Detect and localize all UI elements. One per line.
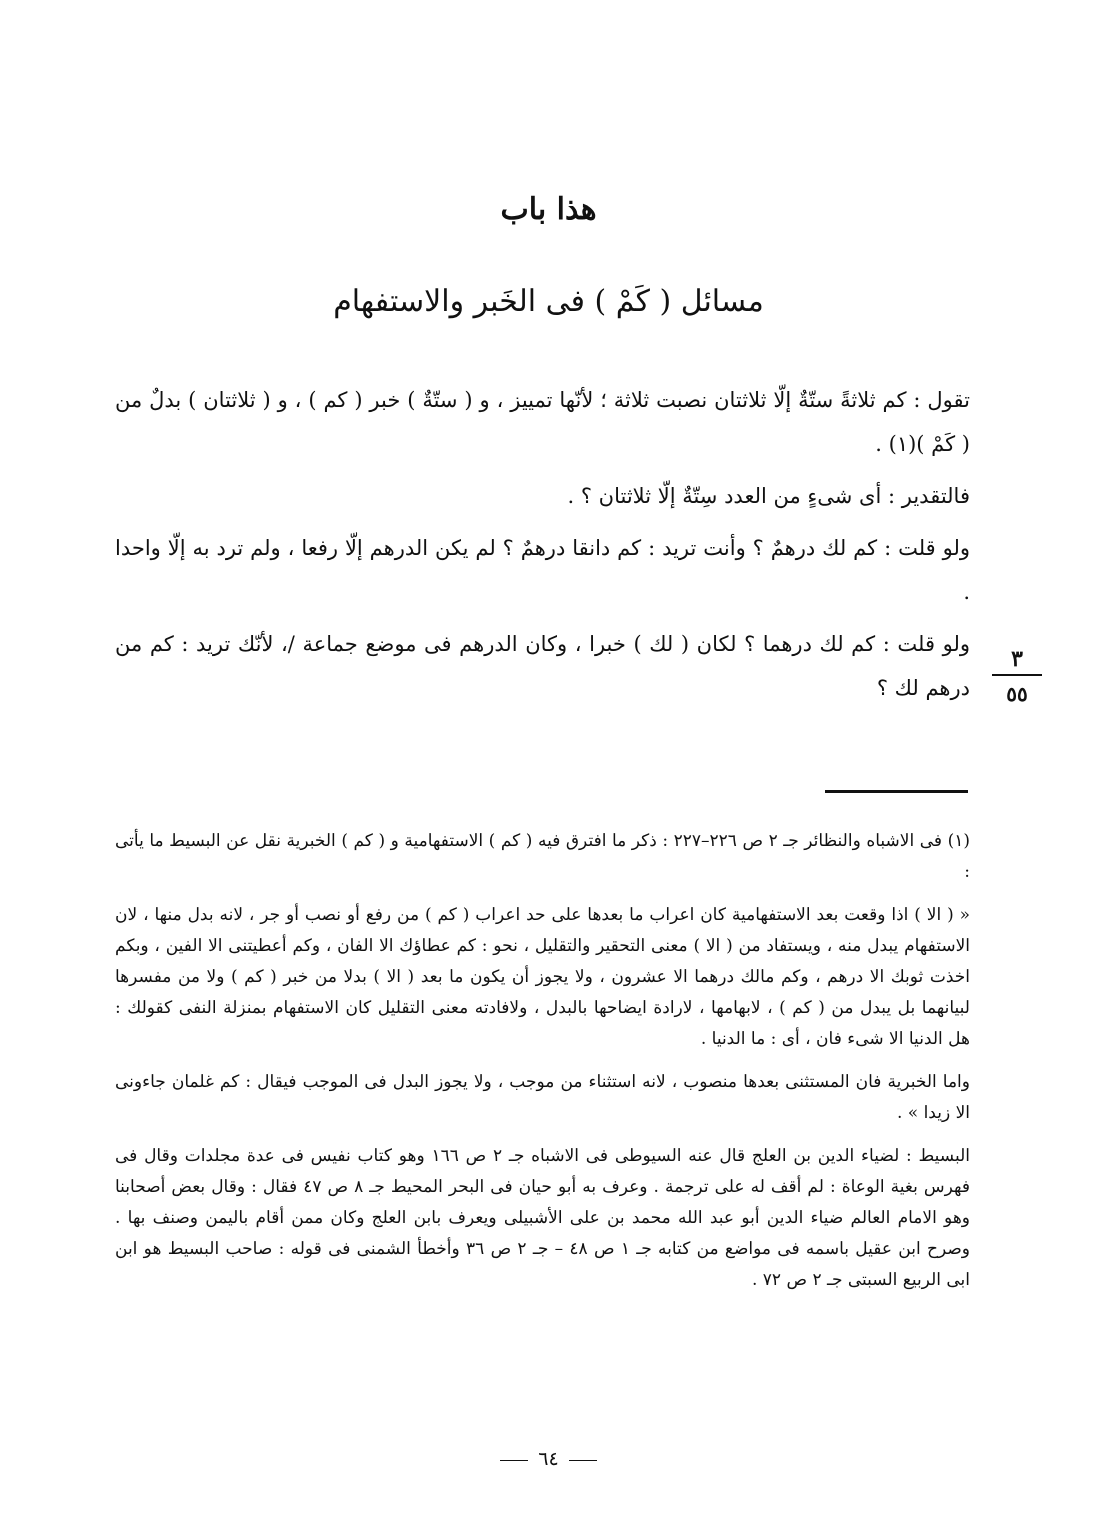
footnote-paragraph: البسيط : لضياء الدين بن العلج قال عنه السيوطى فى الاشباه جـ ٢ ص ١٦٦ وهو كتاب نفيس فى عدة مجلدات وقال فى فهرس بغية الوعاة : لم أقف له على ترجمة . وعرف به أبو حيان فى البحر المحيط جـ ٨ ص ٤٧ فقال : وقال بعض أصحابنا وهو الامام العالم ضياء الدين أبو عبد الله محمد بن على الأشبيلى ويعرف بابن العلج وكان ممن أقام باليمن وصنف بها . وصرح ابن عقيل باسمه فى مواضع من كتابه جـ ١ ص ٤٨ – جـ ٢ ص ٣٦ وأخطأ الشمنى فى قوله : صاحب البسيط هو ابن ابى الربيع السبتى جـ ٢ ص ٧٢ .: [115, 1146, 970, 1290]
footnote-paragraph: « ( الا ) اذا وقعت بعد الاستفهامية كان اعراب ما بعدها على حد اعراب ( كم ) من رفع أو نصب أو جر ، لانه بدل منها ، لان الاستفهام يبدل منه ، ويستفاد من ( الا ) معنى التحقير والتقليل ، نحو : كم عطاؤك الا الفان ، وكم أعطيتنى الا الفين ، وبكم اخذت ثوبك الا درهم ، وكم مالك درهما الا عشرون ، ولا يجوز أن يكون ما بعد ( الا ) بدلا من خبر ( كم ) ولا من مفسرها لبيانهما بل يبدل من ( كم ) ، لابهامها ، لارادة ايضاحها بالبدل ، ولافادته معنى التقليل كان الاستفهام بمنزلة النفى كقولك : هل الدنيا الا شىء فان ، أى : ما الدنيا .: [115, 905, 970, 1049]
margin-page-reference: [992, 646, 1042, 706]
body-paragraph: ولو قلت : كم لك درهما ؟ لكان ( لك ) خبرا ، وكان الدرهم فى موضع جماعة /، لأنّك تريد : كم من درهم لك ؟: [115, 632, 970, 700]
footnotes: [115, 826, 970, 1308]
margin-reference-lower: ٥٥: [1006, 682, 1028, 706]
footnote-paragraph: (١) فى الاشباه والنظائر جـ ٢ ص ٢٢٦–٢٢٧ : ذكر ما افترق فيه ( كم ) الاستفهامية و ( كم ) الخبرية نقل عن البسيط ما يأتى :: [115, 831, 970, 882]
body-paragraph: فالتقدير : أى شىءٍ من العدد سِتّةٌ إلّا ثلاثتان ؟ .: [567, 484, 970, 508]
page-number-dash: [569, 1460, 597, 1461]
body-paragraph: ولو قلت : كم لك درهمٌ ؟ وأنت تريد : كم دانقا درهمٌ ؟ لم يكن الدرهم إلّا رفعا ، ولم ترد به إلّا واحدا .: [115, 536, 970, 604]
footnote-separator: [825, 790, 968, 793]
footnote-paragraph: واما الخبرية فان المستثنى بعدها منصوب ، لانه استثناء من موجب ، ولا يجوز البدل فى الموجب فيقال : كم غلمان جاءونى الا زيدا » .: [115, 1072, 970, 1123]
page-number-dash: [500, 1460, 528, 1461]
chapter-title: هذا باب: [500, 192, 597, 227]
margin-reference-upper: ٣: [992, 646, 1042, 676]
page-number-footer: [0, 1448, 1097, 1470]
main-text: [115, 378, 970, 718]
body-paragraph: تقول : كم ثلاثةً ستّةٌ إلّا ثلاثتان نصبت ثلاثة ؛ لأنّها تمييز ، و ( ستّةٌ ) خبر ( كم ) ، و ( ثلاثتان ) بدلٌ من ( كَمْ )(١) .: [115, 388, 970, 456]
page-number: ٦٤: [538, 1448, 559, 1470]
chapter-subtitle: مسائل ( كَمْ ) فى الخَبر والاستفهام: [333, 284, 764, 319]
